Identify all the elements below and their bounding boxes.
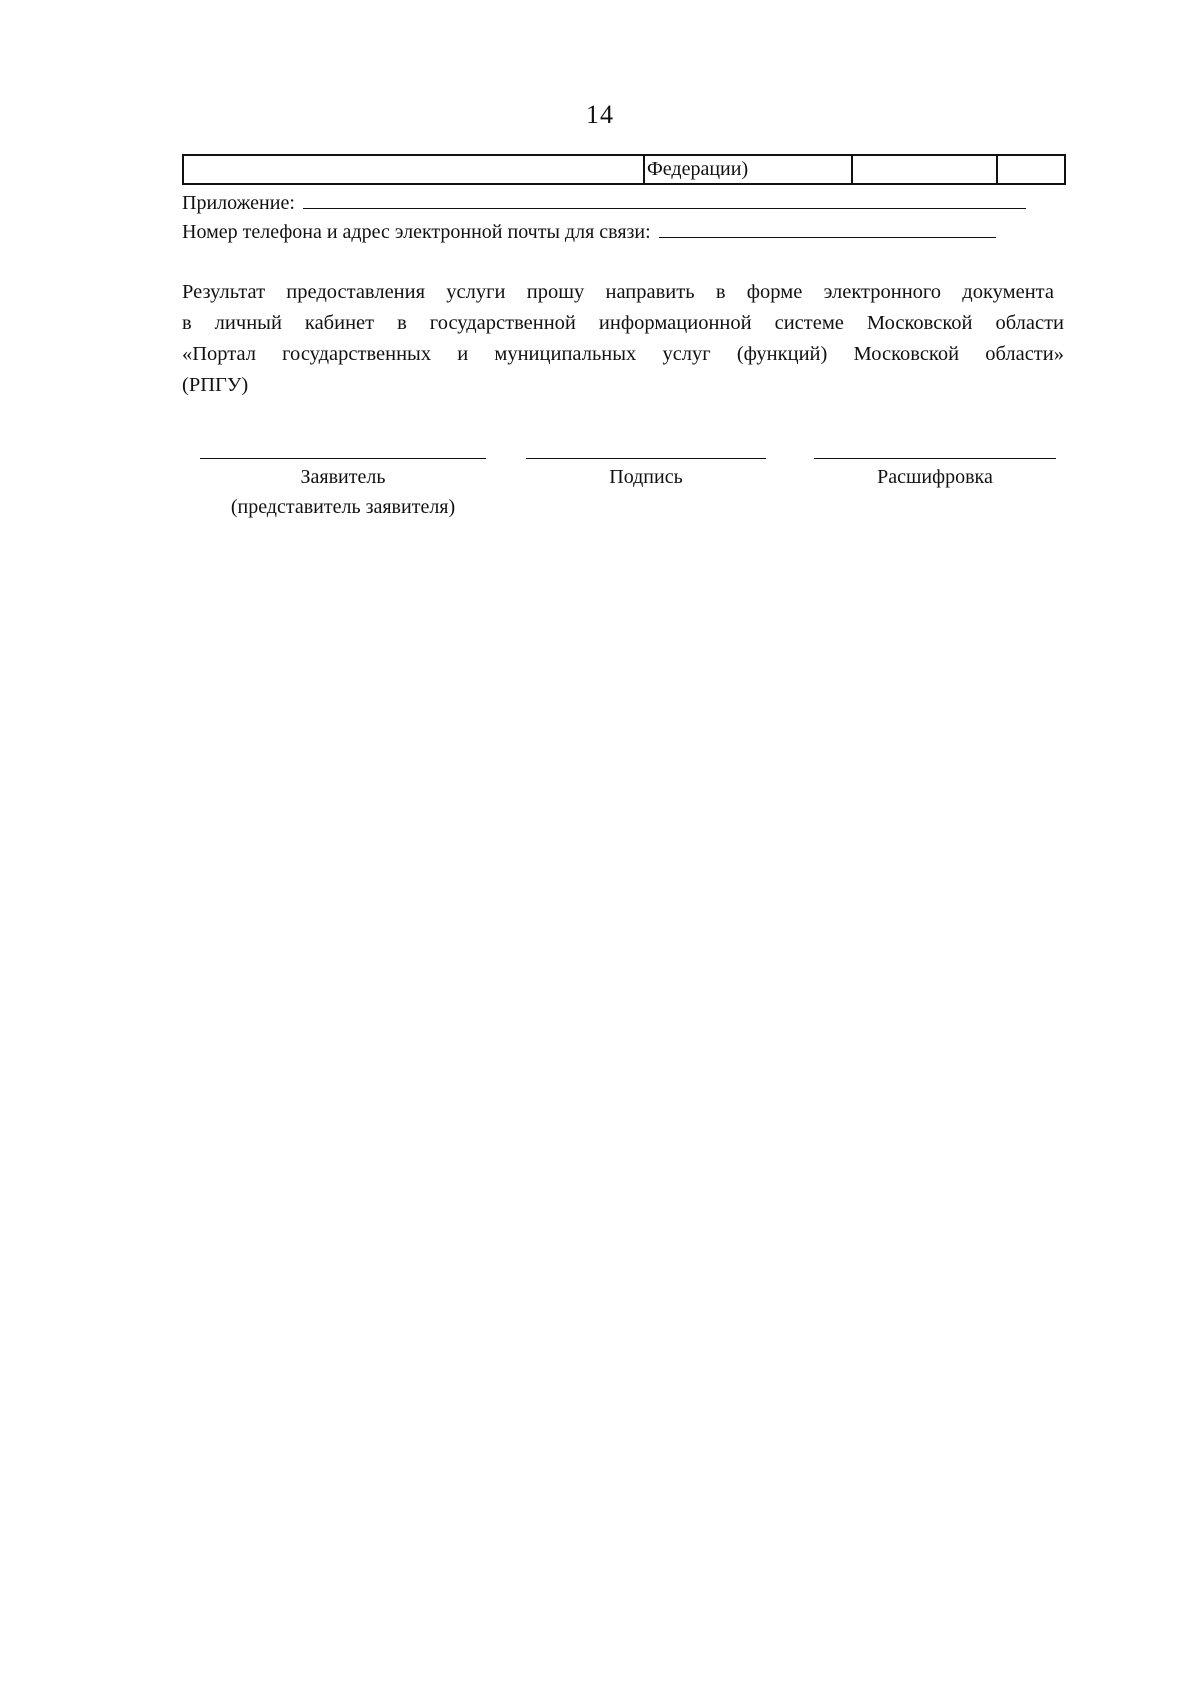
attachment-label: Приложение: — [182, 192, 295, 214]
decoding-signature-line[interactable] — [814, 458, 1056, 459]
form-table-row — [182, 154, 1066, 185]
signature-label: Подпись — [609, 466, 683, 488]
table-cell-empty-4 — [997, 155, 1065, 184]
table-cell-empty-1 — [183, 155, 644, 184]
attachment-field — [182, 190, 1026, 216]
paragraph-line-4: (РПГУ) — [182, 374, 249, 396]
applicant-signature-line[interactable] — [200, 458, 486, 459]
signature-line[interactable] — [526, 458, 766, 459]
applicant-label: Заявитель — [300, 466, 386, 488]
request-paragraph — [182, 277, 1064, 401]
applicant-sublabel: (представитель заявителя) — [230, 496, 456, 518]
paragraph-line-3: «Портал государственных и муниципальных услуг (функций) Московской области» — [182, 343, 1064, 365]
table-cell-empty-3 — [852, 155, 997, 184]
attachment-blank-line[interactable] — [303, 190, 1026, 209]
contact-field — [182, 219, 996, 245]
contact-label: Номер телефона и адрес электронной почты для связи: — [182, 221, 651, 243]
applicant-label-block — [200, 462, 486, 522]
table-cell-federation: Федерации) — [644, 155, 852, 184]
decoding-label: Расшифровка — [877, 466, 993, 488]
paragraph-line-1: Результат предоставления услуги прошу направить в форме электронного документа — [182, 281, 1054, 303]
contact-blank-line[interactable] — [659, 219, 996, 238]
table-row — [183, 155, 1065, 184]
page-number: 14 — [586, 100, 614, 129]
paragraph-line-2: в личный кабинет в государственной информационной системе Московской области — [182, 312, 1064, 334]
